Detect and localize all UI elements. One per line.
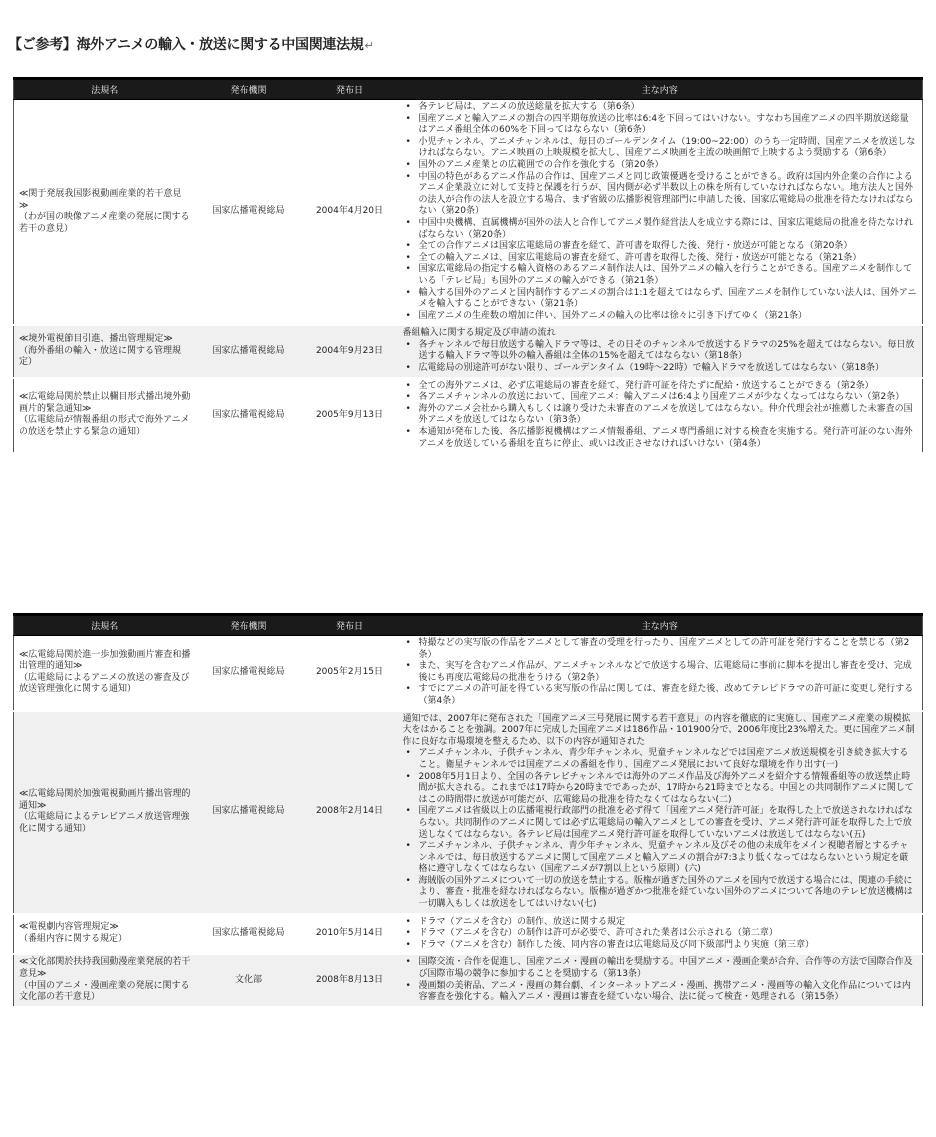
return-mark: ↵: [364, 39, 374, 52]
law-name-translation: （海外番組の輸入・放送に関する管理規定）: [19, 345, 182, 368]
agency-cell: 国家広播電視総局: [196, 100, 302, 326]
law-name-original: ≪文化部関於扶持我国動漫産業発展的若干意見≫: [19, 957, 191, 980]
table-header-row: [14, 79, 923, 100]
content-cell: [398, 325, 923, 377]
content-point: • 国産アニメと輸入アニメの割合の四半期毎放送の比率は6:4を下回ってはいけない。すなわち国産アニメの四半期放送総量はアニメ番組全体の60%を下回ってはならない（第6条）: [403, 114, 918, 137]
law-name-original: ≪広電総局関於進一歩加強動画片審査和播出管理的通知≫: [19, 649, 191, 672]
content-intro: 通知では、2007年に発布された「国産アニメ三号発展に関する若干意見」の内容を徹底的に実施し、国産アニメ産業の規模拡大をはかることを強調。2007年に完成した国産アニメは186作品・101900分で、2006年度比23%増えた。更に国産アニメ制作に良好な市場環境を整えるため、以下の内容が通知された: [402, 713, 915, 747]
law-name-translation: （広電総局が情報番組の形式で海外アニメの放送を禁止する緊急の通知）: [19, 415, 190, 438]
regulation-table-1: [13, 77, 923, 454]
content-point: • 国際交流・合作を促進し、国産アニメ・漫画の輸出を奨励する。中国アニメ・漫画企業が合弁、合作等の方法で国際合作及び国際市場の競争に参加することを奨励する（第13条）: [403, 957, 918, 980]
page-title: [8, 34, 373, 54]
content-point: • ドラマ（アニメを含む）の制作は許可が必要で、許可された業者は公示される（第二章）: [403, 928, 918, 940]
header-date: 発布日: [302, 79, 398, 100]
content-cell: [398, 954, 923, 1006]
regulation-table-2: [13, 613, 923, 1008]
content-point: • 中国中央機構、直属機構が国外の法人と合作してアニメ製作経営法人を成立する際には、国家広電総局の批准を待たなければならない（第20条）: [403, 218, 918, 241]
content-point: • アニメチャンネル、子供チャンネル、青少年チャンネル、児童チャンネルなどでは国産アニメ放送規模を引き続き拡大すること。衛星チャンネルでは国産アニメの番組を作り、国産アニメ発展において良好な環境を作り出す(一): [403, 748, 918, 771]
content-point: • 広電総局の別途許可がない限り、ゴールデンタイム（19時～22時）で輸入ドラマを放送してはならない（第18条）: [403, 363, 918, 375]
law-name-cell: [14, 636, 196, 711]
content-cell: [398, 378, 923, 454]
header-law-name: 法規名: [14, 615, 196, 636]
content-point: • 漫画類の美術品、アニメ・漫画の舞台劇、インターネットアニメ・漫画、携帯アニメ・漫画等の輸入文化作品については内容審査を強化する。輸入アニメ・漫画は審査を経ていない場合、法に従って検査・処理される（第15条）: [403, 981, 918, 1004]
content-cell: [398, 636, 923, 711]
content-point: • 2008年5月1日より、全国の各テレビチャンネルでは海外のアニメ作品及び海外アニメを紹介する情報番組等の放送禁止時間が拡大される。これまでは17時から20時までであったが、17時から21時までとなる。中国との共同制作アニメに関してはこの時間帯に放送が可能だが、広電総局の批准を待たなくてはならない(二): [403, 772, 918, 807]
date-cell: 2004年4月20日: [302, 100, 398, 326]
date-cell: 2008年2月14日: [302, 711, 398, 914]
content-point: • 本通知が発布した後、各広播影視機構はアニメ情報番組、アニメ専門番組に対する検査を実施する。発行許可証のない海外アニメを放送している番組を直ちに停止、或いは改正させなければいけない（第4条）: [403, 427, 918, 450]
law-name-cell: [14, 378, 196, 454]
content-point: • また、実写を含むアニメ作品が、アニメチャンネルなどで放送する場合、広電総局に事前に脚本を提出し審査を受け、完成後にも再度広電総局の批准をうける（第2条）: [403, 661, 918, 684]
content-point: • 小児チャンネル、アニメチャンネルは、毎日のゴールデンタイム（19:00~22:00）のうち一定時間、国産アニメを放送しなければならない。アニメ映画の上映規模を拡大し、国産アニメ映画を主流の映画館で上映するよう奨励する（第6条）: [403, 137, 918, 160]
law-name-cell: [14, 914, 196, 955]
content-point: • 全ての海外アニメは、必ず広電総局の審査を経て、発行許可証を待たずに配給・放送することができる（第2条）: [403, 381, 918, 393]
law-name-cell: [14, 325, 196, 377]
header-date: 発布日: [302, 615, 398, 636]
content-cell: [398, 100, 923, 326]
content-point: • 各チャンネルで毎日放送する輸入ドラマ等は、その日そのチャンネルで放送するドラマの25%を超えてはならない。毎日放送する輸入ドラマ等以外の輸入番組は全体の15%を超えてはならない（第18条）: [403, 340, 918, 363]
law-name-translation: （広電総局によるテレビアニメ放送管理強化に関する通知）: [19, 812, 190, 834]
content-cell: [398, 711, 923, 914]
law-name-original: ≪電視劇内容管理規定≫: [19, 922, 119, 933]
law-name-cell: [14, 954, 196, 1006]
table-row: [14, 711, 923, 914]
header-agency: 発布機関: [196, 615, 302, 636]
content-points: [403, 340, 918, 375]
date-cell: 2005年2月15日: [302, 636, 398, 711]
law-name-original: ≪境外電視節目引進、播出管理規定≫: [19, 334, 173, 345]
content-point: • ドラマ（アニメを含む）制作した後、同内容の審査は広電総局及び同下級部門より実施（第三章）: [403, 940, 918, 952]
table-header-row: [14, 615, 923, 636]
content-intro: 番組輸入に関する規定及び申請の流れ: [402, 328, 556, 339]
table-row: [14, 325, 923, 377]
agency-cell: 国家広播電視総局: [196, 914, 302, 955]
agency-cell: 国家広播電視総局: [196, 711, 302, 914]
content-points: [403, 102, 918, 322]
header-content: 主な内容: [398, 615, 923, 636]
agency-cell: 国家広播電視総局: [196, 636, 302, 711]
content-point: • 輸入する国外のアニメと国内制作するアニメの割合は1:1を超えてはならず、国産アニメを制作していない法人は、国外アニメを輸入することができない（第21条）: [403, 288, 918, 311]
content-point: • 海賊版の国外アニメについて一切の放送を禁止する。版権が過ぎた国外のアニメを国内で放送する場合には、関連の手続により、審査・批准を経なければならない。版権が過ぎかつ批准を経ていない国外のアニメについて各地のテレビ放送機構は一切購入もしくは放送をしてはいけない(七): [403, 876, 918, 911]
content-point: • 国産アニメの生産数の増加に伴い、国外アニメの輸入の比率は徐々に引き下げてゆく（第21条）: [403, 311, 918, 323]
law-name-original: ≪広電総局関於禁止以欄目形式播出境外動画片的緊急通知≫: [19, 392, 191, 414]
content-point: • 海外のアニメ会社から購入もしくは譲り受けた未審査のアニメを放送してはならない。仲介代理会社が推薦した未審査の国外アニメを放送してはならない（第3条）: [403, 404, 918, 427]
page-title-text: 【ご参考】海外アニメの輸入・放送に関する中国関連法規: [8, 37, 364, 53]
agency-cell: 文化部: [196, 954, 302, 1006]
header-law-name: 法規名: [14, 79, 196, 100]
content-point: • 各テレビ局は、アニメの放送総量を拡大する（第6条）: [403, 102, 918, 114]
content-point: • 国家広電総局の指定する輸入資格のあるアニメ制作法人は、国外アニメの輸入を行うことができる。国産アニメを制作している「テレビ局」も国外のアニメの輸入ができる（第21条）: [403, 264, 918, 287]
content-point: • 国産アニメは省級以上の広播電視行政部門の批准を必ず得て「国産アニメ発行許可証」を取得した上で放送されなければならない。共同制作のアニメに関しては必ず広電総局の輸入アニメとしての審査を受け、アニメ発行許可証を取得した上で放送しなくてはならない。各テレビ局は国産アニメ発行許可証を取得していないアニメは放送してはならない(五): [403, 806, 918, 841]
content-point: • 全ての合作アニメは国家広電総局の審査を経て、許可書を取得した後、発行・放送が可能となる（第20条）: [403, 241, 918, 253]
content-point: • 特撮などの実写版の作品をアニメとして審査の受理を行ったり、国産アニメとしての許可証を発行することを禁じる（第2条）: [403, 638, 918, 661]
content-point: • 国外のアニメ産業との広範囲での合作を強化する（第20条）: [403, 160, 918, 172]
date-cell: 2008年8月13日: [302, 954, 398, 1006]
law-name-original: ≪広電総局関於加強電視動画片播出管理的通知≫: [19, 788, 191, 811]
table-row: [14, 636, 923, 711]
content-points: [403, 748, 918, 910]
content-cell: [398, 914, 923, 955]
table-row: [14, 378, 923, 454]
header-content: 主な内容: [398, 79, 923, 100]
content-points: [403, 957, 918, 1003]
table-row: [14, 914, 923, 955]
header-agency: 発布機関: [196, 79, 302, 100]
content-points: [403, 638, 918, 708]
content-point: • 全ての輸入アニメは、国家広電総局の審査を経て、許可書を取得した後、発行・放送が可能となる（第21条）: [403, 253, 918, 265]
date-cell: 2005年9月13日: [302, 378, 398, 454]
content-point: • 各アニメチャンネルの放送において、国産アニメ：輸入アニメは6:4より国産アニメが少なくなってはならない（第2条）: [403, 392, 918, 404]
law-name-cell: [14, 100, 196, 326]
date-cell: 2004年9月23日: [302, 325, 398, 377]
agency-cell: 国家広播電視総局: [196, 378, 302, 454]
law-name-translation: （中国のアニメ・漫画産業の発展に関する文化部の若干意見）: [19, 980, 190, 1003]
content-point: • ドラマ（アニメを含む）の制作、放送に関する規定: [403, 917, 918, 929]
law-name-translation: （番組内容に関する規定）: [19, 934, 128, 945]
table-row: [14, 100, 923, 326]
table-row: [14, 954, 923, 1006]
law-name-translation: （広電総局によるアニメの放送の審査及び放送管理強化に関する通知）: [19, 672, 190, 695]
content-point: • アニメチャンネル、子供チャンネル、青少年チャンネル、児童チャンネル及びその他の未成年をメイン視聴者層とするチャンネルでは、毎日放送するアニメに関して国産アニメと輸入アニメの割合が7:3より低くなってはならないという規定を厳格に遵守しなくてはならない（国産アニメが7割以上という原則）(六): [403, 841, 918, 876]
law-name-original: ≪関于発展我国影視動画産業的若干意見≫: [19, 188, 182, 211]
law-name-translation: （わが国の映像アニメ産業の発展に関する若干の意見）: [19, 212, 190, 234]
content-point: • 中国の特色があるアニメ作品の合作は、国産アニメと同じ政策優遇を受けることができる。政府は国内外企業の合作によるアニメ企業設立に対して支持と保護を行うが、国内側が必ず半数以上の株を所有していなければならない。地方法人と国外の法人が合作の法人を設立する場合、まず省級の広播影視管理部門に申請した後、国家広電総局の批准を待たなければならない（第20条）: [403, 172, 918, 218]
content-points: [403, 917, 918, 952]
law-name-cell: [14, 711, 196, 914]
content-points: [403, 381, 918, 451]
content-point: • すでにアニメの許可証を得ている実写版の作品に関しては、審査を経た後、改めてテレビドラマの許可証に変更し発行する（第4条）: [403, 684, 918, 707]
agency-cell: 国家広播電視総局: [196, 325, 302, 377]
date-cell: 2010年5月14日: [302, 914, 398, 955]
